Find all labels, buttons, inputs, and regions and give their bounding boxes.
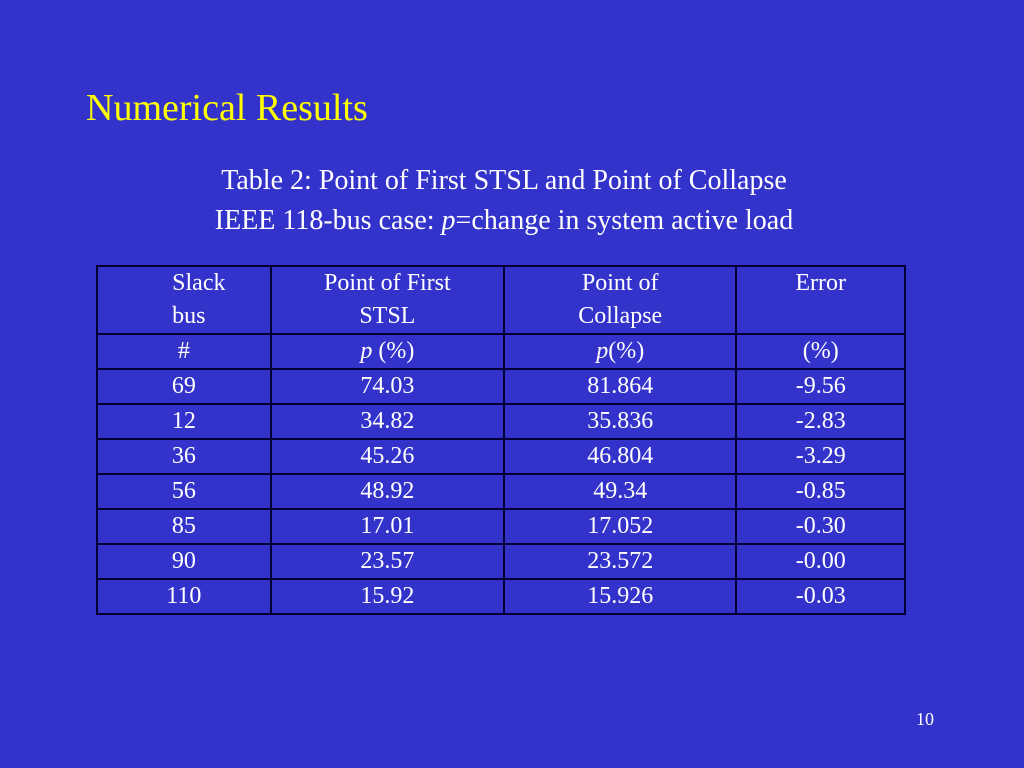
cell-collapse: 17.052 [504, 509, 736, 544]
header-cell-slack-bus [97, 266, 271, 334]
header-line: Slack [172, 270, 226, 296]
cell-collapse: 35.836 [504, 404, 736, 439]
cell-collapse: 49.34 [504, 474, 736, 509]
cell-error: -0.03 [736, 579, 905, 614]
cell-error: -0.30 [736, 509, 905, 544]
unit-variable: p [360, 338, 373, 364]
header-line: bus [172, 303, 206, 329]
cell-first-stsl: 34.82 [271, 404, 504, 439]
unit-cell [504, 334, 736, 369]
cell-error: -9.56 [736, 369, 905, 404]
cell-first-stsl: 45.26 [271, 439, 504, 474]
table-caption-line1 [0, 163, 1008, 199]
table-caption-line2 [0, 203, 1008, 239]
unit-text: # [177, 338, 190, 364]
cell-slack-bus: 110 [97, 579, 271, 614]
cell-first-stsl: 15.92 [271, 579, 504, 614]
table-header-row [97, 266, 905, 334]
table-row [97, 369, 905, 404]
cell-first-stsl: 74.03 [271, 369, 504, 404]
cell-error: -2.83 [736, 404, 905, 439]
cell-slack-bus: 56 [97, 474, 271, 509]
unit-text: (%) [608, 338, 645, 364]
table-row [97, 544, 905, 579]
cell-collapse: 46.804 [504, 439, 736, 474]
header-line: Point of First [323, 270, 451, 296]
table-units-row [97, 334, 905, 369]
cell-collapse: 15.926 [504, 579, 736, 614]
caption-suffix: =change in system active load [455, 205, 794, 236]
header-cell-error [736, 266, 905, 334]
table-row [97, 579, 905, 614]
header-line: Collapse [578, 303, 663, 329]
cell-collapse: 23.572 [504, 544, 736, 579]
caption-prefix: IEEE 118-bus case: [214, 205, 442, 236]
cell-slack-bus: 36 [97, 439, 271, 474]
cell-error: -0.85 [736, 474, 905, 509]
cell-error: -0.00 [736, 544, 905, 579]
results-table [96, 265, 906, 615]
header-line: Point of [581, 270, 659, 296]
caption-variable: p [441, 205, 456, 236]
table-row [97, 509, 905, 544]
cell-first-stsl: 48.92 [271, 474, 504, 509]
header-line: Error [795, 270, 847, 296]
unit-cell [97, 334, 271, 369]
table-row [97, 439, 905, 474]
cell-error: -3.29 [736, 439, 905, 474]
unit-text: (%) [802, 338, 839, 364]
cell-slack-bus: 90 [97, 544, 271, 579]
table-row [97, 404, 905, 439]
cell-slack-bus: 69 [97, 369, 271, 404]
cell-slack-bus: 85 [97, 509, 271, 544]
unit-text: (%) [372, 338, 415, 364]
table-row [97, 474, 905, 509]
cell-first-stsl: 23.57 [271, 544, 504, 579]
page-number: 10 [916, 709, 934, 729]
header-cell-point-of-collapse [504, 266, 736, 334]
unit-variable: p [596, 338, 609, 364]
slide-title: Numerical Results [86, 87, 368, 129]
header-cell-point-of-first-stsl [271, 266, 504, 334]
cell-first-stsl: 17.01 [271, 509, 504, 544]
unit-cell [736, 334, 905, 369]
header-line: STSL [359, 303, 416, 329]
table-caption-text: Table 2: Point of First STSL and Point of Collapse [221, 165, 787, 196]
cell-slack-bus: 12 [97, 404, 271, 439]
unit-cell [271, 334, 504, 369]
cell-collapse: 81.864 [504, 369, 736, 404]
